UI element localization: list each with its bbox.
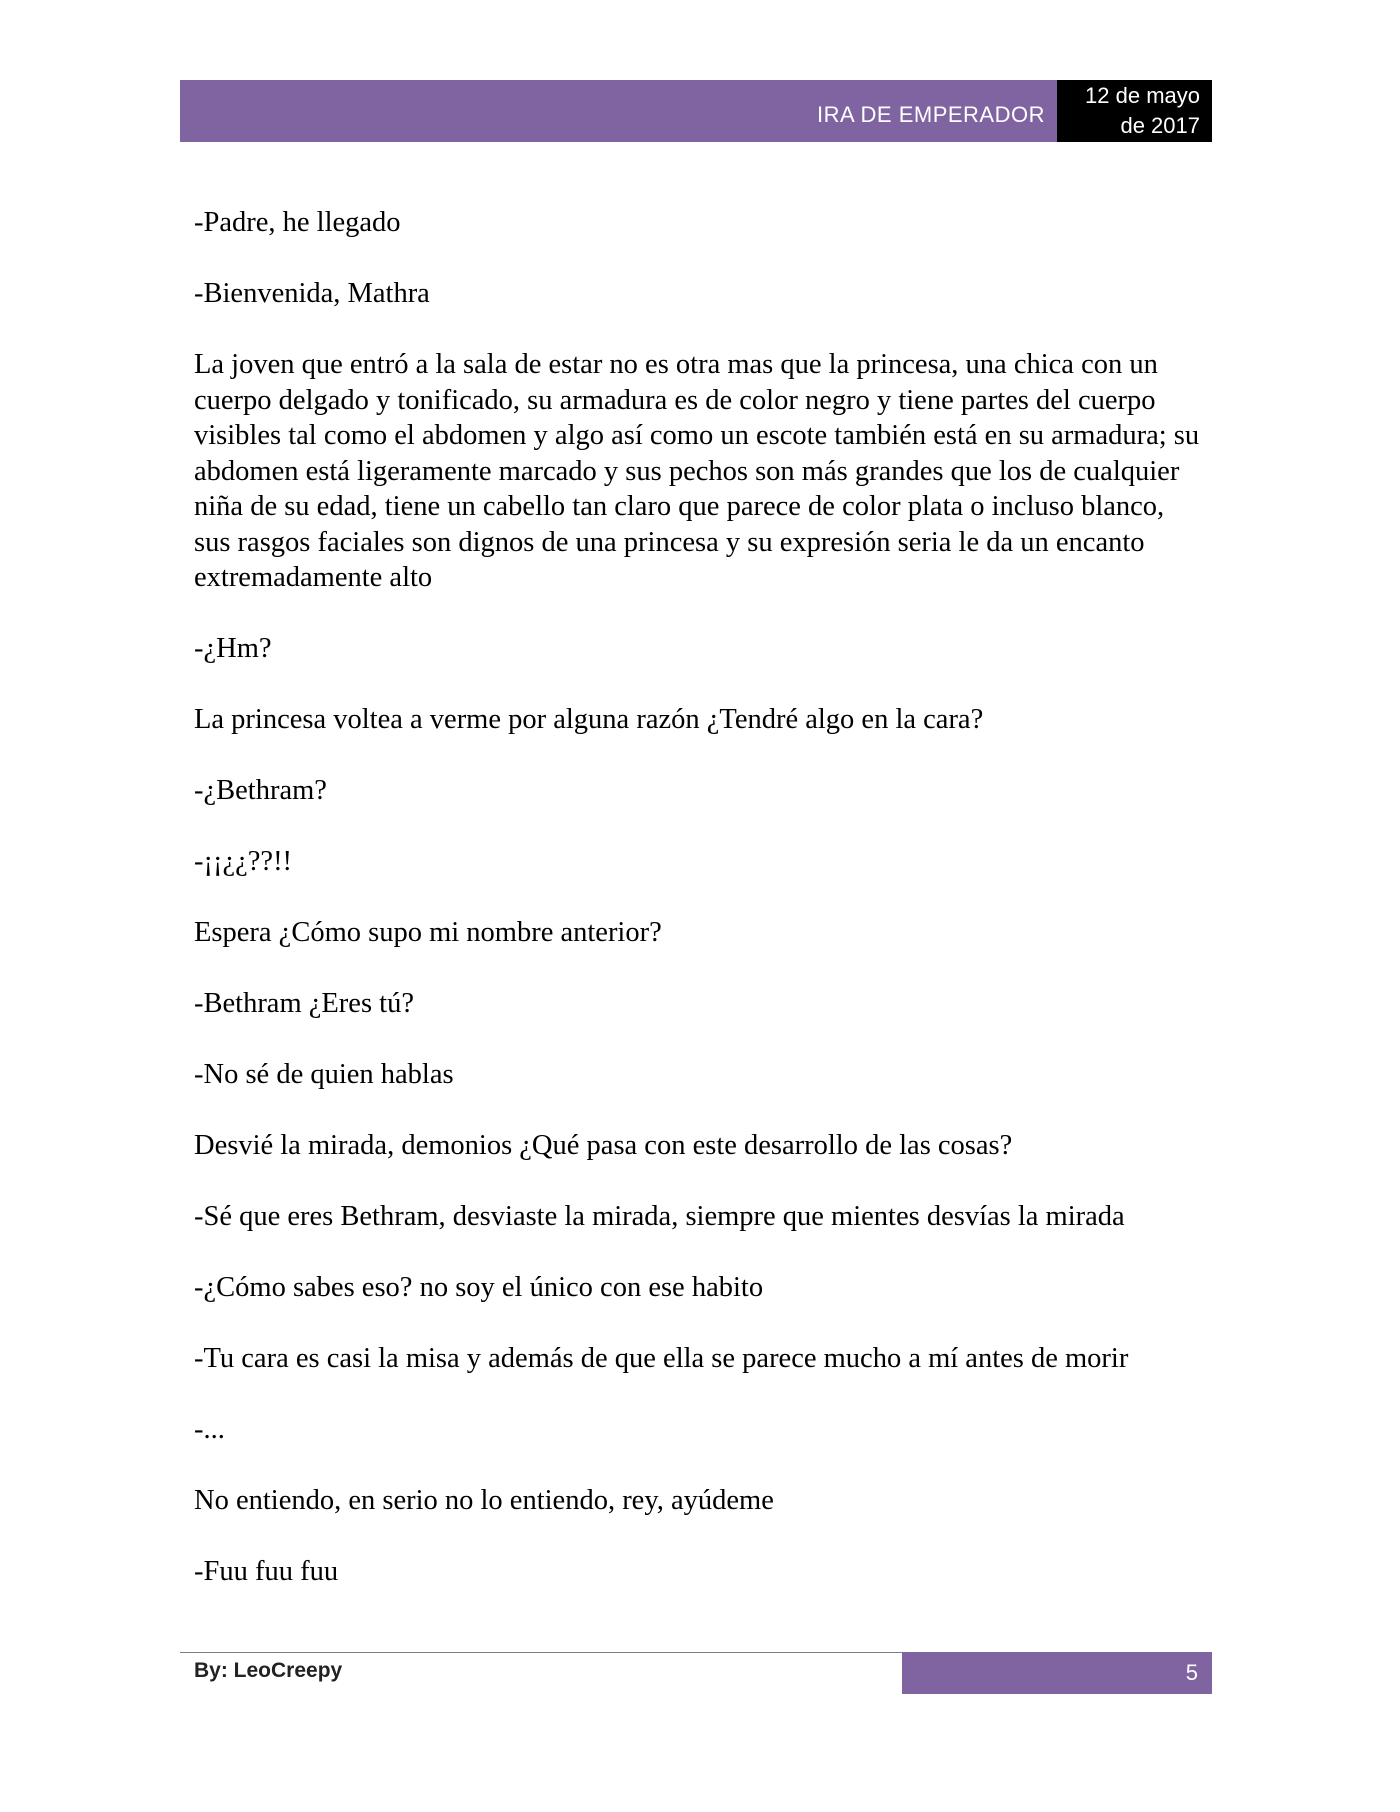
paragraph: No entiendo, en serio no lo entiendo, rey, ayúdeme — [194, 1485, 774, 1516]
page-header — [180, 80, 1212, 142]
page-number-box — [902, 1652, 1212, 1694]
paragraph: Desvié la mirada, demonios ¿Qué pasa con este desarrollo de las cosas? — [194, 1130, 1013, 1161]
date-line-1: 12 de mayo — [1085, 83, 1200, 108]
paragraph: Espera ¿Cómo supo mi nombre anterior? — [194, 917, 662, 948]
document-body — [194, 205, 1204, 1625]
paragraph: La princesa voltea a verme por alguna razón ¿Tendré algo en la cara? — [194, 704, 984, 735]
header-bar — [180, 80, 1057, 142]
paragraph: -... — [194, 1414, 225, 1445]
paragraph: -No sé de quien hablas — [194, 1059, 454, 1090]
paragraph: La joven que entró a la sala de estar no es otra mas que la princesa, una chica con un cuerpo delgado y tonificado, su armadura es de color negro y tiene partes del cuerpo visibles tal como el abdomen y algo así como un escote también está en su armadura; su abdomen está ligeramente marcado y sus pechos son más grandes que los de cualquier niña de su edad, tiene un cabello tan claro que parece de color plata o incluso blanco, sus rasgos faciales son dignos de una princesa y su expresión seria le da un encanto extremadamente alto — [194, 349, 1200, 593]
paragraph: -Padre, he llegado — [194, 207, 401, 238]
paragraph: -Tu cara es casi la misa y además de que ella se parece mucho a mí antes de morir — [194, 1343, 1129, 1374]
page-footer — [180, 1652, 1212, 1694]
date-line-2: de 2017 — [1120, 113, 1200, 138]
paragraph: -Fuu fuu fuu — [194, 1556, 339, 1587]
paragraph: -¿Bethram? — [194, 775, 327, 806]
footer-author-area — [180, 1652, 902, 1694]
page-number: 5 — [1185, 1660, 1198, 1685]
paragraph: -¿Cómo sabes eso? no soy el único con ese habito — [194, 1272, 764, 1303]
paragraph: -Bienvenida, Mathra — [194, 278, 430, 309]
paragraph: -¿Hm? — [194, 633, 272, 664]
header-date — [1057, 80, 1212, 142]
author-credit: By: LeoCreepy — [194, 1658, 343, 1682]
paragraph: -¡¡¿¿??!! — [194, 846, 293, 877]
document-title: IRA DE EMPERADOR — [816, 102, 1045, 127]
paragraph: -Sé que eres Bethram, desviaste la mirada, siempre que mientes desvías la mirada — [194, 1201, 1125, 1232]
paragraph: -Bethram ¿Eres tú? — [194, 988, 414, 1019]
